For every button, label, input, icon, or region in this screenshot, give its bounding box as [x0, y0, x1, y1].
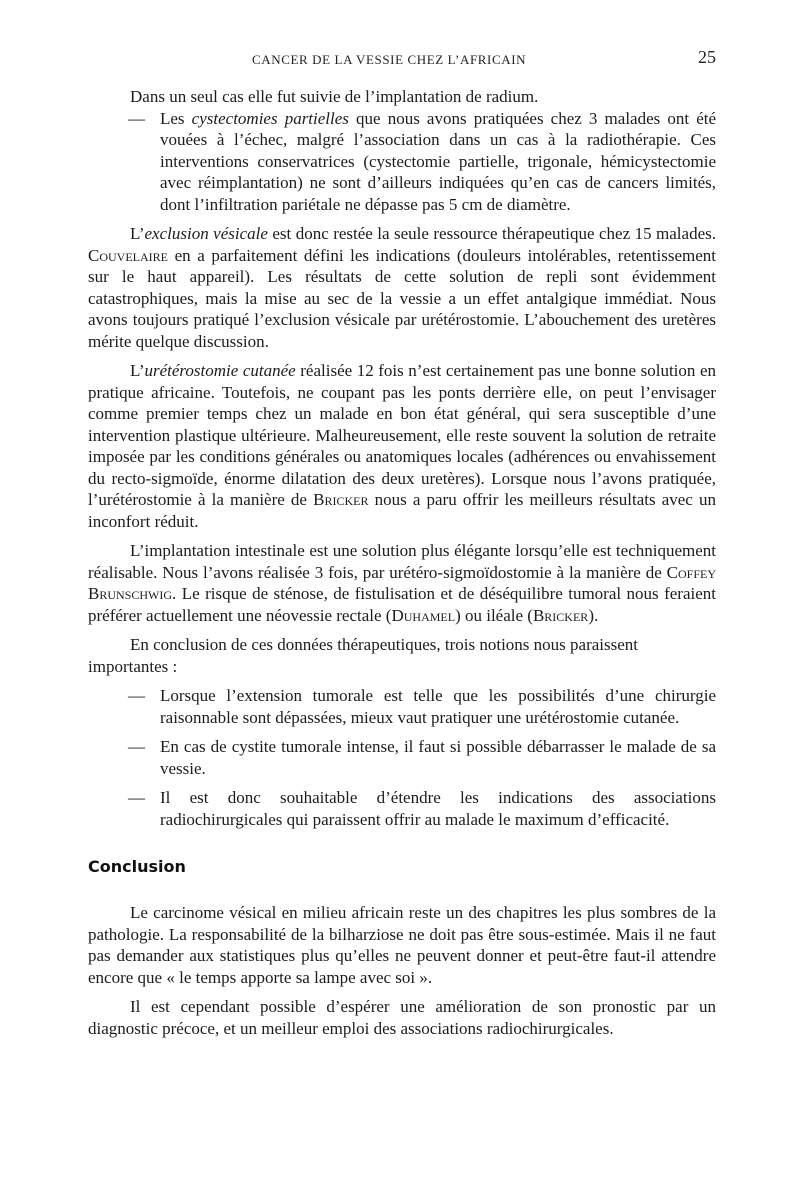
notion-item [88, 685, 716, 728]
author-name: Bricker [532, 605, 589, 625]
author-name: Bricker [313, 490, 369, 509]
paragraph-cystectomies: — Les cystectomies partielles que nous avons pratiquées chez 3 malades ont été vouées à l’échec, malgré l’association dans un cas à la radiothérapie. Ces interventions conservatrices (cystectomie partielle, trigonale, hémicystectomie avec réimplantation) ne sont d’ailleurs indiquées qu’en cas de cancers limités, dont l’infiltration pariétale ne dépasse pas 5 cm de diamètre. [88, 108, 716, 216]
notion-item [88, 736, 716, 779]
dash-marker: — [128, 108, 145, 128]
paragraph-intro: Dans un seul cas elle fut suivie de l’implantation de radium. [130, 87, 539, 106]
notion-text: Il est donc souhaitable d’étendre les indications des associations radiochirurgicales qui paraissent offrir au malade le maximum d’efficacité. [160, 788, 716, 829]
author-name: Coffey Brunschwig [88, 562, 716, 603]
notion-text: En cas de cystite tumorale intense, il faut si possible débarrasser le malade de sa vessie. [160, 737, 716, 778]
paragraph-exclusion: L’exclusion vésicale est donc restée la seule ressource thérapeutique chez 15 malades. Couvelaire en a parfaitement défini les indications (douleurs intolérables, retentissement sur le haut appareil). Les résultats de cette solution de repli sont évidemment catastrophiques, mais la mise au sec de la vessie a un effet antalgique immédiat. Nous avons toujours pratiqué l’exclusion vésicale par urétérostomie. L’abouchement des uretères mérite quelque discussion. [88, 224, 716, 351]
notion-item [88, 787, 716, 830]
dash-marker: — [128, 737, 145, 756]
section-heading-conclusion: Conclusion [88, 857, 186, 876]
term-cystectomies: cystectomies partielles [191, 108, 349, 128]
dash-marker: — [128, 788, 145, 807]
notion-text: Lorsque l’extension tumorale est telle que les possibilités d’une chirurgie raisonnable sont dépassées, mieux vaut pratiquer une urétérostomie cutanée. [160, 686, 716, 727]
conclusion-paragraph-1: Le carcinome vésical en milieu africain reste un des chapitres les plus sombres de la pathologie. La responsabilité de la bilharziose ne doit pas être sous-estimée. Mais il ne faut pas demander aux statistiques plus qu’elles ne peuvent donner et peut-être faut-il attendre encore que « le temps apporte sa lampe avec soi ». [88, 903, 716, 987]
dash-marker: — [128, 686, 145, 705]
paragraph-implantation: L’implantation intestinale est une solution plus élégante lorsqu’elle est techniquement réalisable. Nous l’avons réalisée 3 fois, par urétéro-sigmoïdostomie à la manière de Coffey Brunschwig. Le risque de sténose, de fistulisation et de déséquilibre tumoral nous feraient préférer actuellement une néovessie rectale (Duhamel) ou iléale (Bricker). [88, 541, 716, 625]
term-exclusion: exclusion vésicale [144, 224, 268, 243]
conclusion-paragraph-2: Il est cependant possible d’espérer une amélioration de son pronostic par un diagnostic précoce, et un meilleur emploi des associations radiochirurgicales. [88, 997, 716, 1038]
paragraph-ureterostomie: L’urétérostomie cutanée réalisée 12 fois n’est certainement pas une bonne solution en pratique africaine. Toutefois, ne coupant pas les ponts derrière elle, on peut l’envisager comme premier temps chez un malade en bon état général, qui sera susceptible d’une intervention plastique ultérieure. Malheureusement, elle reste souvent la solution de retraite imposée par les conditions générales ou anatomiques locales (adhérences ou envahissement du recto-sigmoïde, énorme dilatation des deux uretères). Lorsque nous l’avons pratiquée, l’urétérostomie à la manière de Bricker nous a paru offrir les meilleurs résultats avec un inconfort réduit. [88, 361, 716, 531]
main-text [88, 86, 716, 1039]
paragraph-conclusion-intro: En conclusion de ces données thérapeutiques, trois notions nous paraissent importantes : [88, 635, 638, 676]
author-name: Couvelaire [88, 245, 168, 265]
page-number: 25 [698, 47, 716, 67]
running-title: CANCER DE LA VESSIE CHEZ L’AFRICAIN [252, 52, 527, 67]
author-name: Duhamel [391, 605, 456, 625]
term-ureterostomie: urétérostomie cutanée [144, 361, 296, 380]
